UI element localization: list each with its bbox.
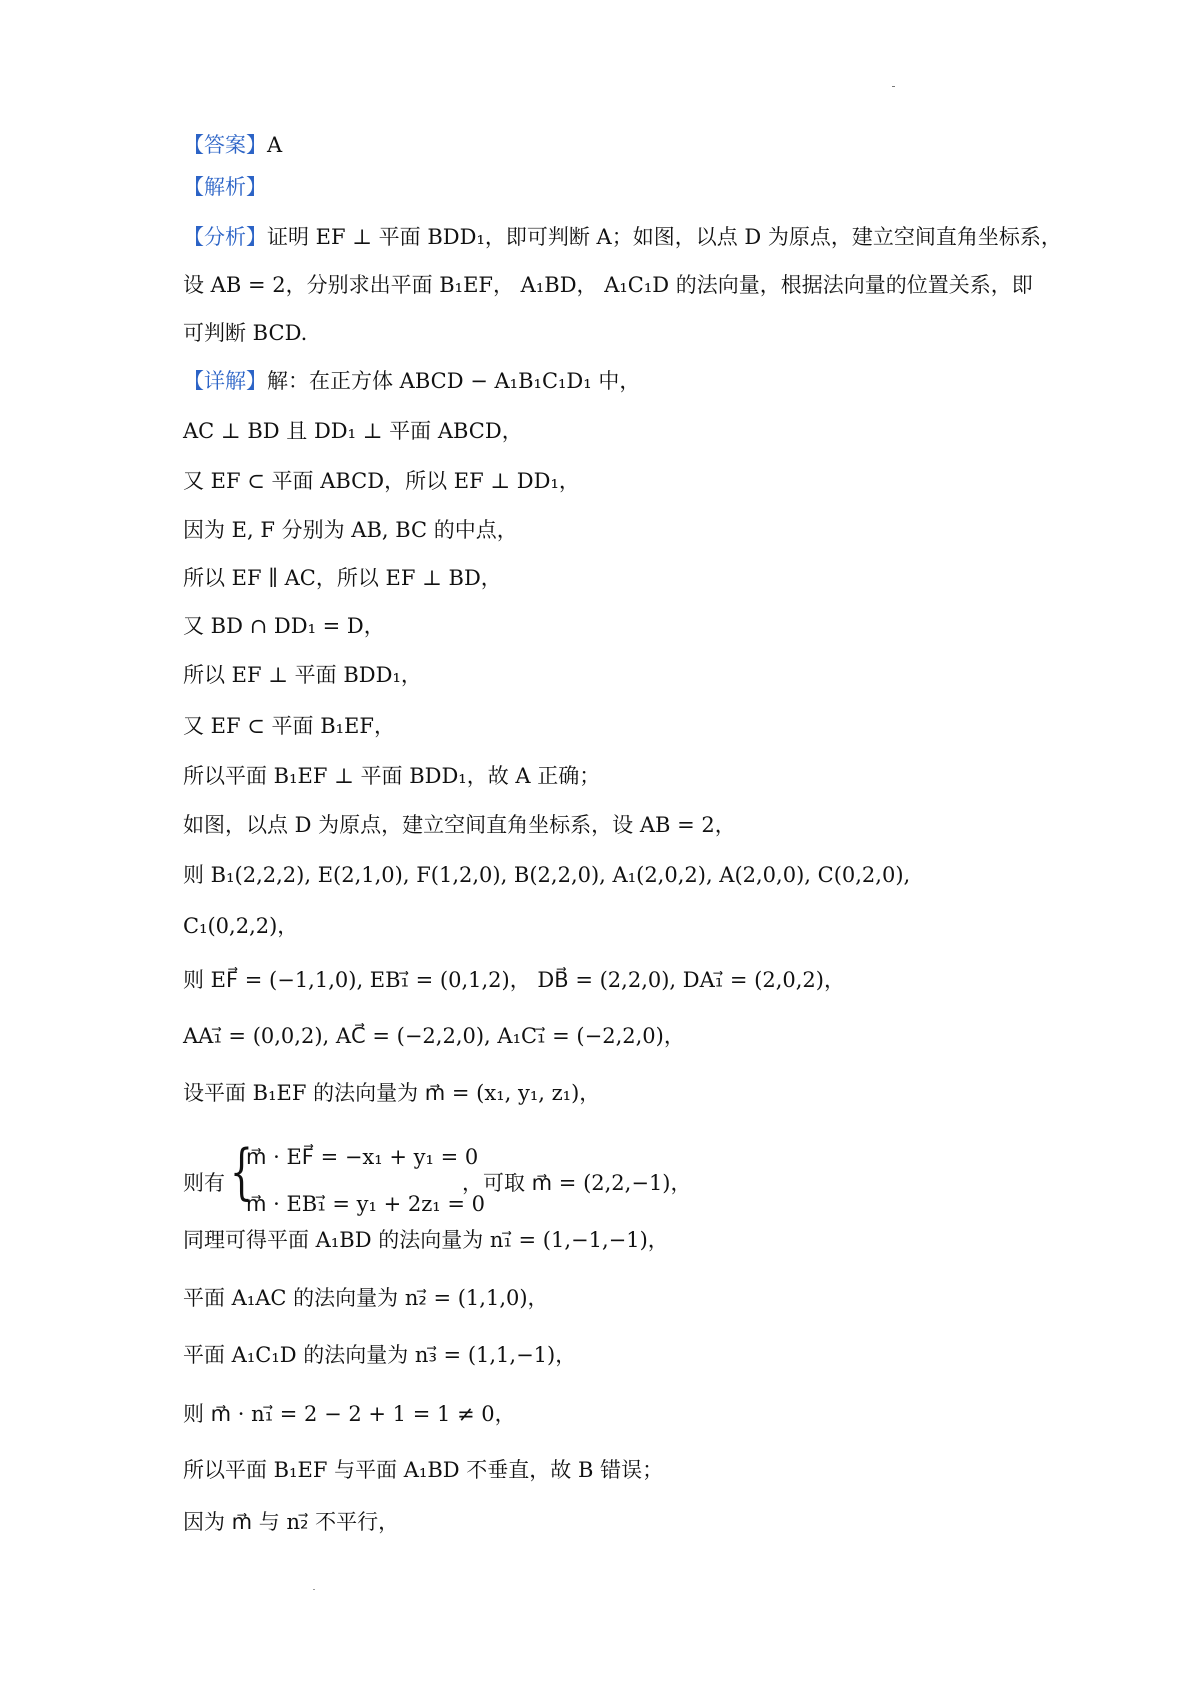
section-marker: 【解析】 bbox=[183, 175, 267, 199]
text-line-detail-5: 所以 EF ∥ AC，所以 EF ⊥ BD， bbox=[183, 566, 502, 590]
system-brace: { bbox=[230, 1137, 253, 1207]
section-text: 证明 EF ⊥ 平面 BDD₁，即可判断 A；如图，以点 D 为原点，建立空间直角坐标系， bbox=[267, 225, 1062, 249]
text-line-analysis-head bbox=[183, 172, 267, 202]
text-line-detail-21: 所以平面 B₁EF 与平面 A₁BD 不垂直，故 B 错误； bbox=[183, 1458, 664, 1482]
text-line-detail-8: 又 EF ⊂ 平面 B₁EF， bbox=[183, 714, 395, 738]
page-mark-top bbox=[892, 86, 895, 87]
section-marker: 【答案】 bbox=[183, 133, 267, 157]
text-line-detail-14: AA₁⃗ = (0,0,2), AC⃗ = (−2,2,0), A₁C₁⃗ = (−2,2,0)， bbox=[183, 1024, 685, 1048]
section-text: A bbox=[267, 133, 283, 157]
text-line-detail-19: 平面 A₁C₁D 的法向量为 n₃⃗ = (1,1,−1)， bbox=[183, 1343, 577, 1367]
text-line-detail-4: 因为 E, F 分别为 AB, BC 的中点， bbox=[183, 518, 518, 542]
text-line-detail-9: 所以平面 B₁EF ⊥ 平面 BDD₁，故 A 正确； bbox=[183, 764, 601, 788]
text-line-detail-18: 平面 A₁AC 的法向量为 n₂⃗ = (1,1,0)， bbox=[183, 1286, 549, 1310]
system-row-1: m⃗ · EF⃗ = −x₁ + y₁ = 0 bbox=[246, 1145, 479, 1169]
system-prefix: 则有 bbox=[183, 1171, 225, 1195]
text-line-fenxi-2: 设 AB = 2，分别求出平面 B₁EF， A₁BD， A₁C₁D 的法向量，根据法向量的位置关系，即 bbox=[183, 273, 1033, 297]
text-line-detail-2: AC ⊥ BD 且 DD₁ ⊥ 平面 ABCD， bbox=[183, 419, 523, 443]
text-line-detail-17: 同理可得平面 A₁BD 的法向量为 n₁⃗ = (1,−1,−1)， bbox=[183, 1228, 669, 1252]
text-line-detail-3: 又 EF ⊂ 平面 ABCD，所以 EF ⊥ DD₁， bbox=[183, 469, 580, 493]
section-text: 解：在正方体 ABCD − A₁B₁C₁D₁ 中， bbox=[267, 369, 641, 393]
text-line-fenxi-3: 可判断 BCD. bbox=[183, 321, 308, 345]
text-line-detail-11: 则 B₁(2,2,2), E(2,1,0), F(1,2,0), B(2,2,0), A₁(2,0,2), A(2,0,0), C(0,2,0), bbox=[183, 863, 911, 887]
section-marker: 【详解】 bbox=[183, 369, 267, 393]
text-line-detail-6: 又 BD ∩ DD₁ = D， bbox=[183, 614, 385, 638]
text-line-detail-10: 如图，以点 D 为原点，建立空间直角坐标系，设 AB = 2， bbox=[183, 813, 736, 837]
text-line-detail-7: 所以 EF ⊥ 平面 BDD₁， bbox=[183, 663, 422, 687]
text-line-fenxi-1 bbox=[183, 222, 1062, 252]
text-line-detail-22: 因为 m⃗ 与 n₂⃗ 不平行， bbox=[183, 1510, 400, 1534]
text-line-detail-13: 则 EF⃗ = (−1,1,0), EB₁⃗ = (0,1,2)， DB⃗ = (2,2,0), DA₁⃗ = (2,0,2)， bbox=[183, 968, 845, 992]
system-suffix: ，可取 m⃗ = (2,2,−1)， bbox=[462, 1171, 692, 1195]
text-line-detail-15: 设平面 B₁EF 的法向量为 m⃗ = (x₁, y₁, z₁)， bbox=[183, 1081, 601, 1105]
page-mark-bottom bbox=[313, 1589, 315, 1590]
text-line-detail-1 bbox=[183, 366, 640, 396]
section-marker: 【分析】 bbox=[183, 225, 267, 249]
text-line-detail-12: C₁(0,2,2)， bbox=[183, 914, 299, 938]
system-row-2: m⃗ · EB₁⃗ = y₁ + 2z₁ = 0 bbox=[246, 1192, 485, 1216]
text-line-detail-20: 则 m⃗ · n₁⃗ = 2 − 2 + 1 = 1 ≠ 0， bbox=[183, 1402, 516, 1426]
text-line-answer bbox=[183, 130, 282, 160]
